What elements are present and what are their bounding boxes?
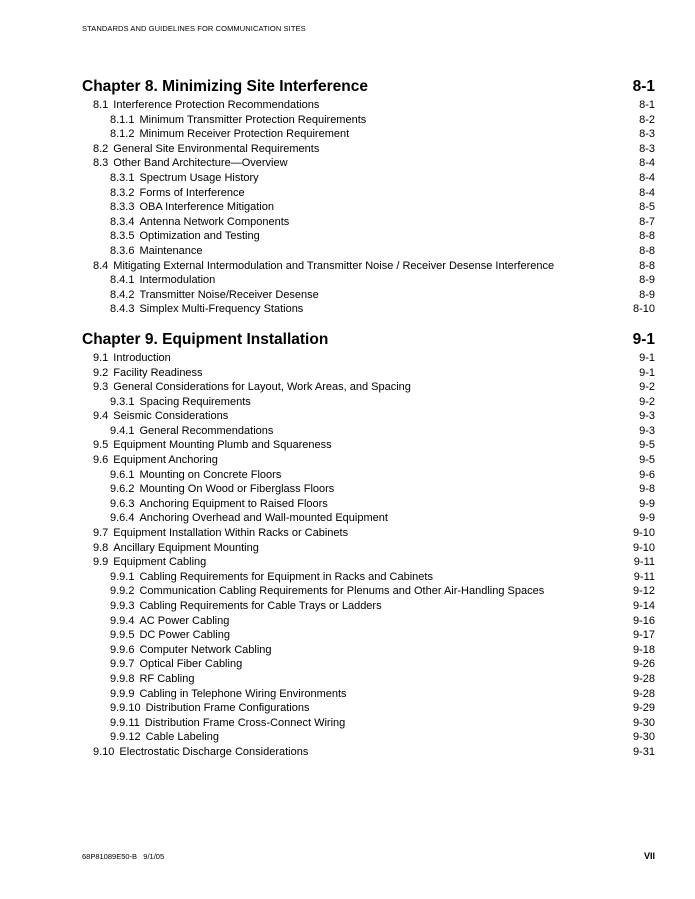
chapter-title: Chapter 9. Equipment Installation <box>82 330 329 348</box>
toc-entry[interactable] <box>82 584 655 599</box>
section-number: 9.9.4 <box>110 614 135 627</box>
section-title: Equipment Anchoring <box>113 454 218 467</box>
section-number: 8.3.5 <box>110 230 135 243</box>
section-title: Equipment Cabling <box>113 556 207 569</box>
chapter-heading[interactable] <box>82 76 655 98</box>
toc-entry[interactable] <box>82 215 655 230</box>
toc-entry[interactable] <box>82 643 655 658</box>
toc-entry[interactable] <box>82 730 655 745</box>
section-page: 8-8 <box>639 230 655 243</box>
section-page: 9-8 <box>639 483 655 496</box>
section-number: 9.6.1 <box>110 468 135 481</box>
section-number: 9.9.11 <box>110 716 140 729</box>
toc-entry[interactable] <box>82 526 655 541</box>
section-title: Other Band Architecture—Overview <box>113 157 288 170</box>
section-page: 8-2 <box>639 113 655 126</box>
toc-entry[interactable] <box>82 366 655 381</box>
footer-page-number: VII <box>643 851 655 861</box>
section-title: Distribution Frame Cross-Connect Wiring <box>144 716 346 729</box>
section-page: 9-9 <box>639 512 655 525</box>
toc-entry[interactable] <box>82 380 655 395</box>
section-page: 8-9 <box>639 288 655 301</box>
section-page: 9-3 <box>639 424 655 437</box>
section-title: Mitigating External Intermodulation and Transmitter Noise / Receiver Desense Interference <box>113 259 555 272</box>
section-page: 8-5 <box>639 201 655 214</box>
toc-entry[interactable] <box>82 113 655 128</box>
section-title: Mounting On Wood or Fiberglass Floors <box>139 483 335 496</box>
toc-entry[interactable] <box>82 511 655 526</box>
section-title: OBA Interference Mitigation <box>139 201 274 214</box>
section-title: Spectrum Usage History <box>139 171 259 184</box>
section-title: Communication Cabling Requirements for Plenums and Other Air-Handling Spaces <box>139 585 545 598</box>
section-number: 8.3.6 <box>110 244 135 257</box>
section-page: 9-14 <box>632 600 655 612</box>
toc-entry[interactable] <box>82 171 655 186</box>
section-page: 9-6 <box>639 468 655 481</box>
section-title: General Recommendations <box>139 424 274 437</box>
section-page: 9-10 <box>632 527 655 540</box>
section-number: 9.2 <box>93 366 109 379</box>
section-title: Mounting on Concrete Floors <box>139 468 282 481</box>
toc-entry[interactable] <box>82 657 655 672</box>
section-title: Equipment Installation Within Racks or Cabinets <box>113 527 349 540</box>
section-title: Simplex Multi-Frequency Stations <box>139 303 304 316</box>
section-title: General Considerations for Layout, Work Areas, and Spacing <box>113 381 411 394</box>
section-title: Intermodulation <box>139 274 216 287</box>
section-page: 9-31 <box>632 745 655 758</box>
section-number: 9.9.5 <box>110 629 135 642</box>
section-page: 9-18 <box>632 643 655 656</box>
section-number: 8.3.2 <box>110 186 135 199</box>
section-page: 9-3 <box>639 410 655 423</box>
toc-entry[interactable] <box>82 628 655 643</box>
section-page: 9-29 <box>632 702 655 715</box>
footer-doc-id: 68P81089E50-B 9/1/05 <box>82 852 165 861</box>
section-page: 8-1 <box>639 99 655 111</box>
toc-entry[interactable] <box>82 570 655 585</box>
toc-entry[interactable] <box>82 687 655 702</box>
section-title: Spacing Requirements <box>139 395 251 408</box>
section-title: Cabling Requirements for Cable Trays or Ladders <box>139 600 382 612</box>
section-page: 8-8 <box>639 244 655 257</box>
section-number: 9.9.3 <box>110 600 135 612</box>
section-number: 9.4.1 <box>110 424 135 437</box>
section-number: 9.9.12 <box>110 731 141 744</box>
section-title: Anchoring Equipment to Raised Floors <box>139 497 328 510</box>
section-number: 9.9 <box>93 556 109 569</box>
toc-entry[interactable] <box>82 142 655 157</box>
toc-entry[interactable] <box>82 745 655 760</box>
toc-entry[interactable] <box>82 482 655 497</box>
toc-entry[interactable] <box>82 614 655 629</box>
chapter-title: Chapter 8. Minimizing Site Interference <box>82 78 368 95</box>
section-title: Forms of Interference <box>139 186 245 199</box>
toc-entry[interactable] <box>82 424 655 439</box>
toc-entry[interactable] <box>82 200 655 215</box>
section-number: 9.9.8 <box>110 672 135 685</box>
toc-entry[interactable] <box>82 259 655 274</box>
section-title: Equipment Mounting Plumb and Squareness <box>113 439 332 452</box>
toc-entry[interactable] <box>82 395 655 410</box>
section-page: 8-10 <box>632 303 655 316</box>
section-page: 9-26 <box>632 658 655 671</box>
section-title: Cabling Requirements for Equipment in Racks and Cabinets <box>139 570 433 583</box>
section-page: 9-28 <box>632 672 655 685</box>
toc-entry[interactable] <box>82 229 655 244</box>
toc-entry[interactable] <box>82 672 655 687</box>
section-title: DC Power Cabling <box>139 629 230 642</box>
section-title: Optimization and Testing <box>139 230 260 243</box>
toc-entry[interactable] <box>82 497 655 512</box>
section-page: 8-9 <box>639 274 655 287</box>
section-title: Cable Labeling <box>145 731 219 744</box>
section-number: 9.9.1 <box>110 570 135 583</box>
toc-entry[interactable] <box>82 599 655 614</box>
chapter-page: 8-1 <box>632 78 655 95</box>
section-title: Minimum Transmitter Protection Requirements <box>139 113 367 126</box>
section-title: RF Cabling <box>139 672 195 685</box>
section-title: Antenna Network Components <box>139 215 290 228</box>
section-number: 9.9.9 <box>110 687 135 700</box>
toc-entry[interactable] <box>82 288 655 303</box>
section-title: Facility Readiness <box>113 366 203 379</box>
section-page: 9-30 <box>632 731 655 744</box>
running-header <box>82 24 306 33</box>
section-number: 9.6.2 <box>110 483 135 496</box>
chapter-heading[interactable] <box>82 329 655 351</box>
section-page: 8-3 <box>639 128 655 141</box>
section-number: 8.1.2 <box>110 128 135 141</box>
section-page: 8-4 <box>639 186 655 199</box>
section-number: 8.4 <box>93 259 109 272</box>
section-page: 8-4 <box>639 171 655 184</box>
chapter-page: 9-1 <box>632 330 655 348</box>
section-page: 9-17 <box>632 629 655 642</box>
toc-entry[interactable] <box>82 186 655 201</box>
toc-entry[interactable] <box>82 716 655 731</box>
section-number: 9.6 <box>93 454 109 467</box>
section-title: Anchoring Overhead and Wall-mounted Equipment <box>139 512 388 525</box>
section-page: 9-1 <box>639 351 655 364</box>
section-number: 9.3.1 <box>110 395 135 408</box>
section-number: 8.3.1 <box>110 171 135 184</box>
section-page: 8-3 <box>639 142 655 155</box>
section-page: 9-5 <box>639 454 655 467</box>
running-header-text: STANDARDS AND GUIDELINES FOR COMMUNICATION SITES <box>82 24 306 33</box>
toc-entry[interactable] <box>82 127 655 142</box>
section-number: 8.3.4 <box>110 215 135 228</box>
section-page: 8-4 <box>639 157 655 170</box>
section-page: 9-9 <box>639 497 655 510</box>
toc-entry[interactable] <box>82 302 655 317</box>
section-number: 9.4 <box>93 410 109 423</box>
toc-entry[interactable] <box>82 438 655 453</box>
section-page: 9-12 <box>632 585 655 598</box>
section-title: Ancillary Equipment Mounting <box>113 541 259 554</box>
section-number: 8.1.1 <box>110 113 135 126</box>
section-number: 9.3 <box>93 381 109 394</box>
section-title: Distribution Frame Configurations <box>145 702 310 715</box>
section-number: 9.6.3 <box>110 497 135 510</box>
toc-entry[interactable] <box>82 468 655 483</box>
section-number: 9.9.7 <box>110 658 135 671</box>
section-page: 9-5 <box>639 439 655 452</box>
section-title: Maintenance <box>139 244 203 257</box>
section-title: Minimum Receiver Protection Requirement <box>139 128 350 141</box>
section-number: 9.9.6 <box>110 643 135 656</box>
section-number: 8.4.2 <box>110 288 135 301</box>
toc-entry[interactable] <box>82 98 655 113</box>
section-number: 9.5 <box>93 439 109 452</box>
section-number: 9.6.4 <box>110 512 135 525</box>
section-number: 9.1 <box>93 351 109 364</box>
toc-entry[interactable] <box>82 156 655 171</box>
section-number: 8.4.1 <box>110 274 135 287</box>
toc-entry[interactable] <box>82 409 655 424</box>
section-number: 9.8 <box>93 541 109 554</box>
toc-entry[interactable] <box>82 555 655 570</box>
section-title: Electrostatic Discharge Considerations <box>119 745 309 758</box>
section-title: Seismic Considerations <box>113 410 229 423</box>
toc-entry[interactable] <box>82 273 655 288</box>
section-page: 8-7 <box>639 215 655 228</box>
section-number: 8.3 <box>93 157 109 170</box>
section-number: 9.9.10 <box>110 702 141 715</box>
toc-entry[interactable] <box>82 701 655 716</box>
section-page: 9-2 <box>639 395 655 408</box>
section-title: Introduction <box>113 351 171 364</box>
section-title: Optical Fiber Cabling <box>139 658 243 671</box>
toc-entry[interactable] <box>82 244 655 259</box>
section-title: Computer Network Cabling <box>139 643 272 656</box>
toc-entry[interactable] <box>82 453 655 468</box>
section-number: 9.9.2 <box>110 585 135 598</box>
section-number: 8.4.3 <box>110 303 135 316</box>
section-title: Transmitter Noise/Receiver Desense <box>139 288 319 301</box>
section-title: Cabling in Telephone Wiring Environments <box>139 687 347 700</box>
section-page: 8-8 <box>639 259 655 272</box>
section-number: 9.7 <box>93 527 109 540</box>
section-page: 9-11 <box>633 570 655 583</box>
section-page: 9-16 <box>632 614 655 627</box>
table-of-contents <box>82 76 655 760</box>
section-number: 8.1 <box>93 99 109 111</box>
section-page: 9-2 <box>639 381 655 394</box>
section-title: Interference Protection Recommendations <box>113 99 320 111</box>
section-page: 9-30 <box>632 716 655 729</box>
section-page: 9-10 <box>632 541 655 554</box>
section-page: 9-11 <box>633 556 655 569</box>
section-page: 9-28 <box>632 687 655 700</box>
section-number: 8.2 <box>93 142 109 155</box>
section-title: General Site Environmental Requirements <box>113 142 320 155</box>
section-page: 9-1 <box>639 366 655 379</box>
toc-entry[interactable] <box>82 541 655 556</box>
section-number: 8.3.3 <box>110 201 135 214</box>
section-number: 9.10 <box>93 745 115 758</box>
toc-entry[interactable] <box>82 351 655 366</box>
section-title: AC Power Cabling <box>139 614 230 627</box>
